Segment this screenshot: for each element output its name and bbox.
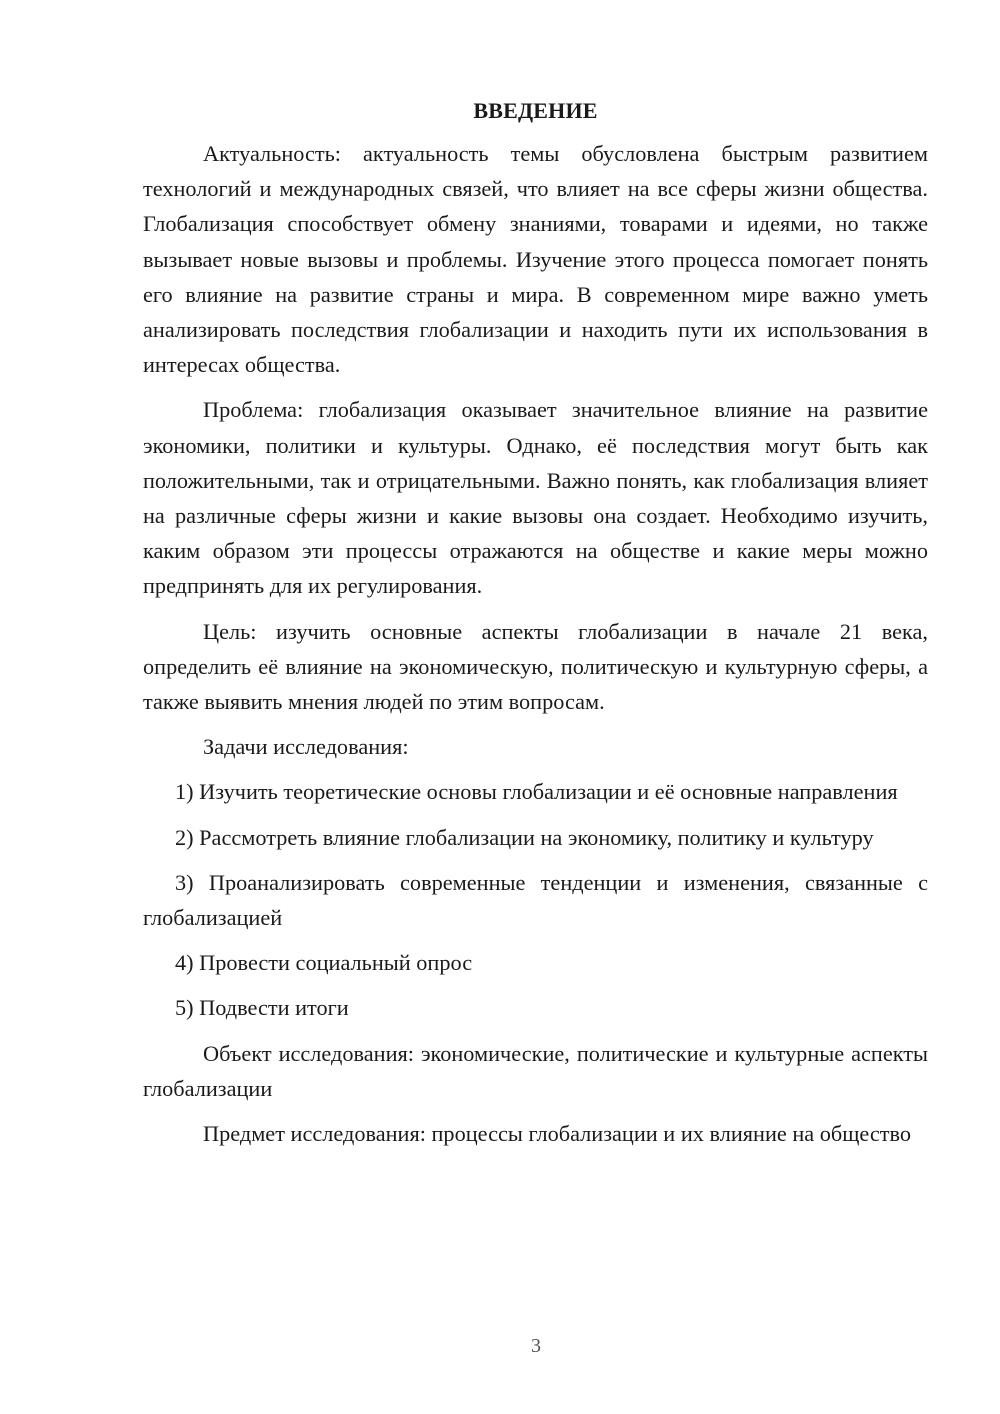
task-item: 3) Проанализировать современные тенденции и изменения, связанные с глобализацией (143, 869, 928, 931)
document-page (143, 95, 928, 1151)
page-number: 3 (531, 1335, 541, 1357)
paragraph-relevance: Актуальность: актуальность темы обусловлена быстрым развитием технологий и международных связей, что влияет на все сферы жизни общества. Глобализация способствует обмену знаниями, товарами и идеями, но также вызывает новые вызовы и проблемы. Изучение этого процесса помогает понять его влияние на развитие страны и мира. В современном мире важно уметь анализировать последствия глобализации и находить пути их использования в интересах общества. (143, 141, 928, 378)
task-item: 2) Рассмотреть влияние глобализации на экономику, политику и культуру (175, 824, 874, 850)
paragraph-goal: Цель: изучить основные аспекты глобализации в начале 21 века, определить её влияние на экономическую, политическую и культурную сферы, а также выявить мнения людей по этим вопросам. (143, 618, 928, 715)
tasks-title: Задачи исследования: (203, 734, 409, 760)
paragraph-object: Объект исследования: экономические, политические и культурные аспекты глобализации (143, 1040, 928, 1101)
task-item: 1) Изучить теоретические основы глобализации и её основные направления (175, 779, 898, 805)
section-heading: ВВЕДЕНИЕ (473, 98, 598, 123)
task-item: 4) Провести социальный опрос (175, 950, 473, 976)
paragraph-subject: Предмет исследования: процессы глобализации и их влияние на общество (203, 1121, 912, 1147)
paragraph-problem: Проблема: глобализация оказывает значительное влияние на развитие экономики, политики и культуры. Однако, её последствия могут быть как положительными, так и отрицательными. Важно понять, как глобализация влияет на различные сферы жизни и какие вызовы она создает. Необходимо изучить, каким образом эти процессы отражаются на обществе и какие меры можно предпринять для их регулирования. (143, 397, 928, 599)
task-item: 5) Подвести итоги (175, 995, 349, 1021)
